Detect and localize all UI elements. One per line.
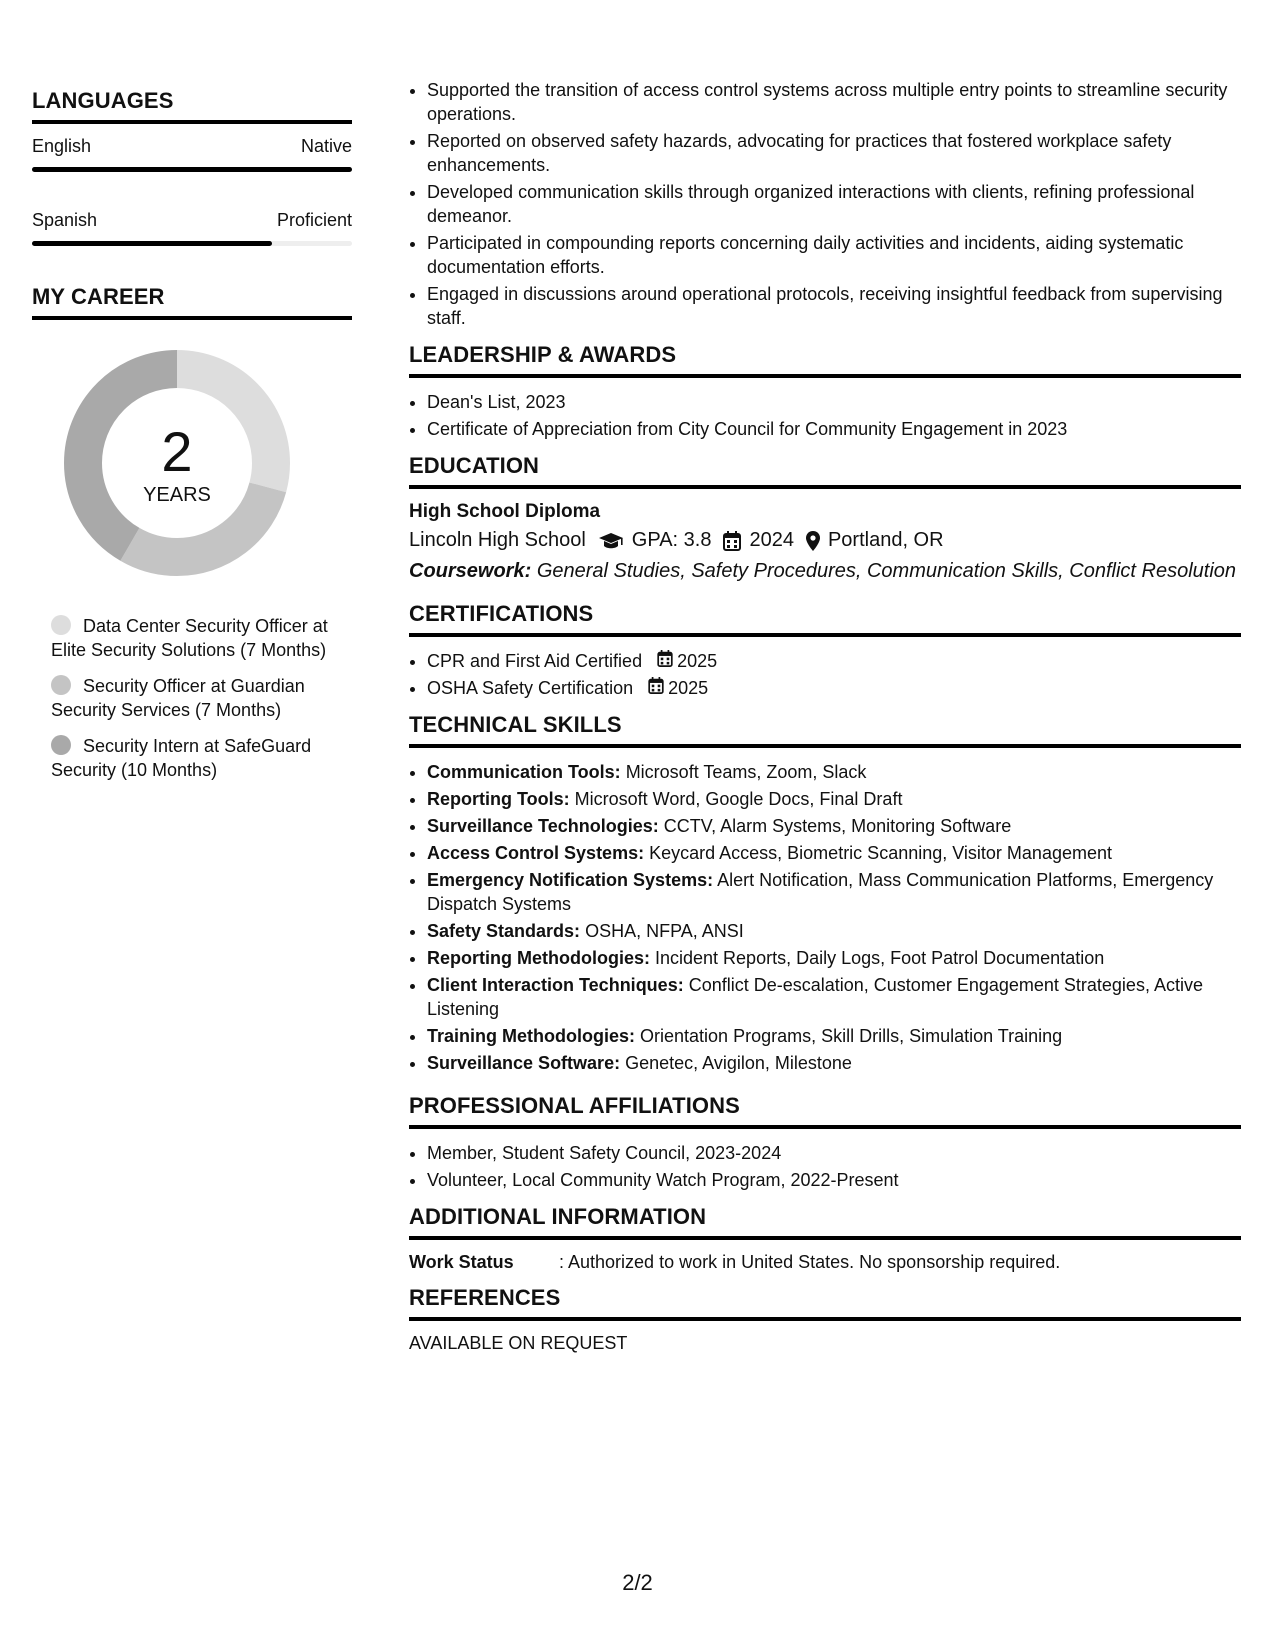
- skill-label: Surveillance Technologies:: [427, 816, 659, 836]
- education-gpa: GPA: 3.8: [631, 529, 712, 551]
- skill-label: Access Control Systems:: [427, 843, 645, 863]
- skill-item: [427, 760, 1241, 784]
- affiliations-section: [409, 1093, 1241, 1192]
- page-number: 2/2: [622, 1570, 653, 1595]
- education-details: [409, 529, 1241, 552]
- leadership-item: • Certificate of Appreciation from City Council for Community Engagement in 2023: [427, 417, 1241, 441]
- education-location: Portland, OR: [827, 529, 944, 551]
- certification-year: 2025: [677, 651, 718, 671]
- skill-label: Communication Tools:: [427, 762, 621, 782]
- career-legend-label: Security Officer at Guardian Security Services (7 Months): [51, 676, 305, 720]
- career-legend-label: Data Center Security Officer at Elite Security Solutions (7 Months): [51, 616, 328, 660]
- career-section: [32, 284, 352, 782]
- leadership-item: • Dean's List, 2023: [427, 390, 1241, 414]
- education-title: EDUCATION: [409, 453, 1241, 489]
- skills-title: TECHNICAL SKILLS: [409, 712, 1241, 748]
- career-total-unit: YEARS: [143, 484, 211, 506]
- calendar-icon: [657, 649, 677, 673]
- certifications-title: CERTIFICATIONS: [409, 601, 1241, 637]
- experience-bullet: • Reported on observed safety hazards, advocating for practices that fostered workplace safety enhancements.: [427, 129, 1241, 177]
- work-status-label: Work Status: [409, 1252, 514, 1272]
- skill-item: [427, 1051, 1241, 1075]
- skill-item: [427, 973, 1241, 1021]
- additional-title: ADDITIONAL INFORMATION: [409, 1204, 1241, 1240]
- references-text: AVAILABLE ON REQUEST: [409, 1333, 628, 1353]
- coursework-list: General Studies, Safety Procedures, Communication Skills, Conflict Resolution: [536, 560, 1237, 582]
- skill-value: OSHA, NFPA, ANSI: [585, 921, 744, 941]
- skill-value: Microsoft Word, Google Docs, Final Draft: [574, 789, 903, 809]
- career-legend: [51, 614, 331, 782]
- experience-bullet: • Participated in compounding reports concerning daily activities and incidents, aiding systematic documentation efforts.: [427, 231, 1241, 279]
- work-status-row: [409, 1252, 1241, 1273]
- calendar-icon: [723, 531, 741, 551]
- sidebar: [32, 88, 352, 794]
- language-level: Proficient: [276, 210, 352, 230]
- career-donut-chart: [32, 350, 352, 600]
- language-proficiency-fill: [32, 167, 352, 172]
- skill-item: [427, 919, 1241, 943]
- certification-name: OSHA Safety Certification: [427, 678, 634, 698]
- affiliations-title: PROFESSIONAL AFFILIATIONS: [409, 1093, 1241, 1129]
- language-proficiency-bar: [32, 241, 352, 246]
- skill-item: [427, 1024, 1241, 1048]
- languages-title: LANGUAGES: [32, 88, 352, 124]
- skill-label: Client Interaction Techniques:: [427, 975, 684, 995]
- language-name: Spanish: [32, 210, 98, 230]
- additional-section: [409, 1204, 1241, 1273]
- language-name: English: [32, 136, 92, 156]
- education-degree: High School Diploma: [409, 501, 601, 522]
- career-legend-item: [51, 674, 331, 722]
- legend-dot: [51, 615, 71, 635]
- education-section: [409, 453, 1241, 583]
- skill-label: Reporting Tools:: [427, 789, 570, 809]
- skill-value: Alert Notification, Mass Communication Platforms, Emergency Dispatch Systems: [427, 870, 1214, 914]
- career-legend-item: [51, 734, 331, 782]
- skill-value: Keycard Access, Biometric Scanning, Visitor Management: [649, 843, 1112, 863]
- calendar-icon: [648, 676, 668, 700]
- experience-bullet: • Engaged in discussions around operational protocols, receiving insightful feedback from supervising staff.: [427, 282, 1241, 330]
- skill-label: Emergency Notification Systems:: [427, 870, 714, 890]
- affiliation-item: • Member, Student Safety Council, 2023-2024: [427, 1141, 1241, 1165]
- leadership-section: [409, 342, 1241, 441]
- career-total-number: 2: [161, 420, 193, 483]
- references-title: REFERENCES: [409, 1285, 1241, 1321]
- skill-value: Conflict De-escalation, Customer Engagement Strategies, Active Listening: [427, 975, 1203, 1019]
- skill-item: [427, 946, 1241, 970]
- career-title: MY CAREER: [32, 284, 352, 320]
- language-item: [32, 210, 352, 246]
- education-year: 2024: [749, 529, 794, 551]
- language-level: Native: [300, 136, 352, 156]
- language-proficiency-bar: [32, 167, 352, 172]
- skill-value: Microsoft Teams, Zoom, Slack: [625, 762, 867, 782]
- experience-continued: [409, 78, 1241, 330]
- graduation-cap-icon: [598, 532, 624, 550]
- skill-value: Incident Reports, Daily Logs, Foot Patrol Documentation: [655, 948, 1105, 968]
- skill-value: Orientation Programs, Skill Drills, Simulation Training: [640, 1026, 1063, 1046]
- skill-item: [427, 868, 1241, 916]
- work-status-value: : Authorized to work in United States. No sponsorship required.: [559, 1252, 1061, 1272]
- language-item: [32, 136, 352, 172]
- coursework-label: Coursework:: [409, 560, 532, 582]
- language-proficiency-fill: [32, 241, 272, 246]
- certification-item: [427, 676, 1241, 700]
- main-content: [409, 78, 1241, 1366]
- legend-dot: [51, 735, 71, 755]
- affiliation-item: • Volunteer, Local Community Watch Program, 2022-Present: [427, 1168, 1241, 1192]
- certification-year: 2025: [668, 678, 709, 698]
- skill-label: Surveillance Software:: [427, 1053, 621, 1073]
- certification-item: [427, 649, 1241, 673]
- skills-section: [409, 712, 1241, 1075]
- career-legend-label: Security Intern at SafeGuard Security (10 Months): [51, 736, 312, 780]
- skill-label: Reporting Methodologies:: [427, 948, 650, 968]
- references-section: [409, 1285, 1241, 1354]
- certifications-section: [409, 601, 1241, 700]
- skill-item: [427, 787, 1241, 811]
- education-school: Lincoln High School: [409, 529, 586, 551]
- map-pin-icon: [806, 531, 820, 551]
- skill-item: [427, 841, 1241, 865]
- skill-item: [427, 814, 1241, 838]
- legend-dot: [51, 675, 71, 695]
- leadership-title: LEADERSHIP & AWARDS: [409, 342, 1241, 378]
- education-coursework: [409, 560, 1241, 583]
- experience-bullet: • Supported the transition of access control systems across multiple entry points to streamline security operations.: [427, 78, 1241, 126]
- certification-name: CPR and First Aid Certified: [427, 651, 643, 671]
- languages-section: [32, 88, 352, 246]
- experience-bullet: • Developed communication skills through organized interactions with clients, refining professional demeanor.: [427, 180, 1241, 228]
- skill-label: Training Methodologies:: [427, 1026, 635, 1046]
- career-legend-item: [51, 614, 331, 662]
- skill-value: CCTV, Alarm Systems, Monitoring Software: [663, 816, 1012, 836]
- skill-label: Safety Standards:: [427, 921, 581, 941]
- skill-value: Genetec, Avigilon, Milestone: [625, 1053, 852, 1073]
